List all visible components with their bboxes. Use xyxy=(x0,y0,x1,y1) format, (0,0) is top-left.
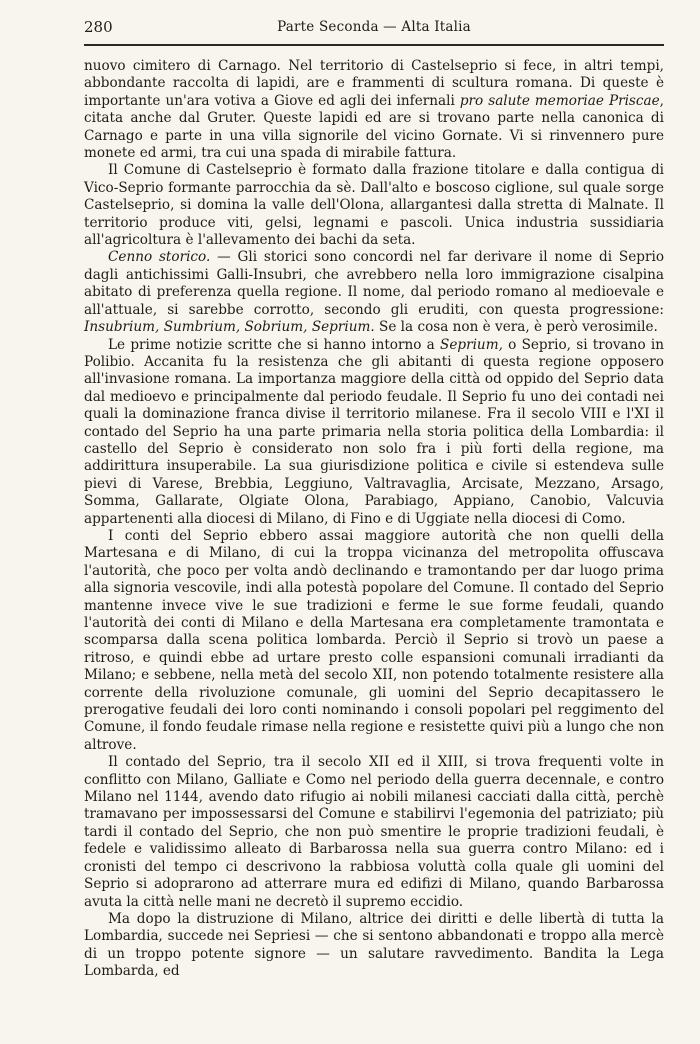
paragraph xyxy=(84,249,664,336)
text-run: Le prime notizie scritte che si hanno intorno a xyxy=(108,336,441,353)
italic-text: Cenno storico. xyxy=(108,249,211,266)
paragraph xyxy=(84,754,664,911)
text-run: Il Comune di Castelseprio è formato dalla frazione titolare e dalla contigua di Vico-Seprio formante parrocchia da sè. Dall'alto e boscoso ciglione, sul quale sorge Castelseprio, si domina la valle dell'Olona, allargantesi dalla stretta di Malnate. Il territorio produce viti, gelsi, legnami e pascoli. Unica industria sussidiaria all'agricoltura è l'allevamento dei bachi da seta. xyxy=(84,162,664,249)
header-rule xyxy=(84,44,664,46)
paragraph xyxy=(84,337,664,528)
text-run: I conti del Seprio ebbero assai maggiore autorità che non quelli della Martesana e di Milano, di cui la troppa vicinanza del metropolita offuscava l'autorità, che poco per volta andò declinando e tramontando per dar luogo prima alla signoria vescovile, indi alla potestà popolare del Comune. Il contado del Seprio mantenne invece vive le sue tradizioni e ferme le sue forme feudali, quando l'autorità dei conti di Milano e della Martesana era completamente tramontata e scomparsa dalla scena politica lombarda. Perciò il Seprio si trovò un paese a ritroso, e quindi ebbe ad urtare presto colle espansioni comunali irradianti da Milano; e sebbene, nella metà del secolo XII, non potendo totalmente resistere alla corrente della rivoluzione comunale, gli uomini del Seprio decapitassero le prerogative feudali dei loro conti nominando i consoli popolari pel reggimento del Comune, il fondo feudale rimase nella regione e resistette quivi più a lungo che non altrove. xyxy=(84,527,664,753)
page-number: 280 xyxy=(84,18,113,36)
text-run: Se la cosa non è vera, è però verosimile. xyxy=(374,319,658,336)
page-header xyxy=(84,18,664,40)
paragraph xyxy=(84,58,664,162)
text-run: nuovo cimitero di Carnago. Nel territorio di Castelseprio si fece, in altri tempi, abbondante raccolta di lapidi, are e frammenti di scultura romana. Di queste è importante un'ara votiva a Giove ed agli dei infernali xyxy=(84,58,664,109)
text-run: — Gli storici sono concordi nel far derivare il nome di Seprio dagli antichissimi Galli-Insubri, che avrebbero nella loro immigrazione cisalpina abitato di preferenza quella regione. Il nome, dal periodo romano al medioevale e all'attuale, si sarebbe corrotto, secondo gli eruditi, con questa progressione: xyxy=(84,249,665,318)
text-run: Il contado del Seprio, tra il secolo XII ed il XIII, si trova frequenti volte in conflitto con Milano, Galliate e Como nel periodo della guerra decennale, e contro Milano nel 1144, avendo dato rifugio ai nobili milanesi cacciati dalla città, perchè tramavano per impossessarsi del Comune e stabilirvi l'egemonia del patriziato; più tardi il contado del Seprio, che non può smentire le proprie tradizioni feudali, è fedele e validissimo alleato di Barbarossa nella sua guerra contro Milano: ed i cronisti del tempo ci descrivono la rabbiosa voluttà colla quale gli uomini del Seprio si adoprarono ad atterrare mura ed edifizi di Milano, quando Barbarossa avuta la città nelle mani ne decretò il supremo eccidio. xyxy=(84,754,664,910)
text-run: , citata anche dal Gruter. Queste lapidi ed are si trovano parte nella canonica di Carnago e parte in una villa signorile del vicino Gornate. Vi si rinvennero pure monete ed armi, tra cui una spada di mirabile fattura. xyxy=(84,92,664,162)
body-text xyxy=(84,58,664,981)
paragraph xyxy=(84,528,664,754)
italic-text: Seprium, xyxy=(440,336,503,353)
italic-text: pro salute memoriae Priscae xyxy=(459,92,660,109)
text-run: Ma dopo la distruzione di Milano, altrice dei diritti e delle libertà di tutta la Lombardia, succede nei Sepriesi — che si sentono abbandonati e troppo alla mercè di un troppo potente signore — un salutare ravvedimento. Bandita la Lega Lombarda, ed xyxy=(84,910,664,980)
italic-text: Insubrium, Sumbrium, Sobrium, Seprium. xyxy=(84,319,375,336)
paragraph xyxy=(84,911,664,981)
text-run: o Seprio, si trovano in Polibio. Accanita fu la resistenza che gli abitanti di questa regione opposero all'invasione romana. La importanza maggiore della città od oppido del Seprio data dal medioevo e principalmente dal periodo feudale. Il Seprio fu uno dei contadi nei quali la dominazione franca divise il territorio milanese. Fra il secolo VIII e l'XI il contado del Seprio ha una parte primaria nella storia politica della Lombardia: il castello del Seprio è considerato non solo fra i più forti della regione, ma addirittura insuperabile. La sua giurisdizione politica e civile si estendeva sulle pievi di Varese, Brebbia, Leggiuno, Valtravaglia, Arcisate, Mezzano, Arsago, Somma, Gallarate, Olgiate Olona, Parabiago, Appiano, Canobio, Valcuvia appartenenti alla diocesi di Milano, di Fino e di Uggiate nella diocesi di Como. xyxy=(84,336,665,527)
running-head: Parte Seconda — Alta Italia xyxy=(277,19,471,35)
paragraph xyxy=(84,162,664,249)
